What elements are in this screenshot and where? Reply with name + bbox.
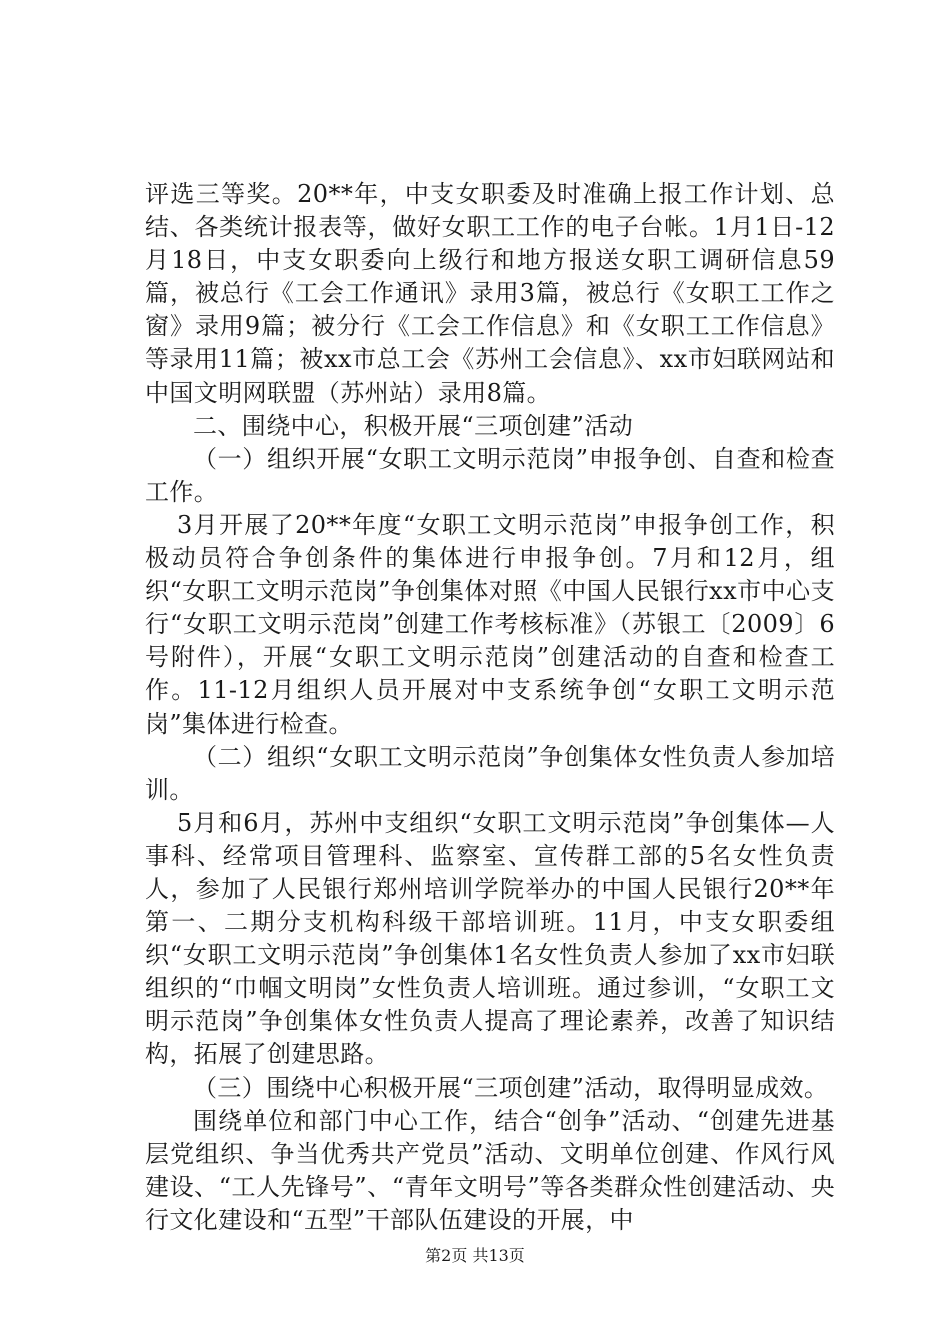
paragraph-4: 围绕单位和部门中心工作，结合“创争”活动、“创建先进基层党组织、争当优秀共产党员”活动、文明单位创建、作风行风建设、“工人先锋号”、“青年文明号”等各类群众性创建活动、央行文化建设和“五型”干部队伍建设的开展，中 <box>145 1106 835 1234</box>
paragraph-1: 评选三等奖。20**年，中支女职委及时准确上报工作计划、总结、各类统计报表等，做好女职工工作的电子台帐。1月1日-12月18日，中支女职委向上级行和地方报送女职工调研信息59篇，被总行《工会工作通讯》录用3篇，被总行《女职工工作之窗》录用9篇；被分行《工会工作信息》和《女职工工作信息》等录用11篇；被xx市总工会《苏州工会信息》、xx市妇联网站和中国文明网联盟（苏州站）录用8篇。 <box>145 180 835 407</box>
page-footer: 第2页 共13页 <box>425 1246 525 1265</box>
subsection-heading-2: （二）组织“女职工文明示范岗”争创集体女性负责人参加培训。 <box>145 742 835 804</box>
subsection-heading-3: （三）围绕中心积极开展“三项创建”活动，取得明显成效。 <box>193 1073 829 1102</box>
subsection-heading-1: （一）组织开展“女职工文明示范岗”申报争创、自查和检查工作。 <box>145 444 835 506</box>
paragraph-3: 5月和6月，苏州中支组织“女职工文明示范岗”争创集体—人事科、经常项目管理科、监察室、宣传群工部的5名女性负责人，参加了人民银行郑州培训学院举办的中国人民银行20**年第一、二期分支机构科级干部培训班。11月，中支女职委组织“女职工文明示范岗”争创集体1名女性负责人参加了xx市妇联组织的“巾帼文明岗”女性负责人培训班。通过参训，“女职工文明示范岗”争创集体女性负责人提高了理论素养，改善了知识结构，拓展了创建思路。 <box>145 808 835 1069</box>
document-body <box>145 178 835 1237</box>
section-heading-2: 二、围绕中心，积极开展“三项创建”活动 <box>193 411 634 440</box>
paragraph-2: 3月开展了20**年度“女职工文明示范岗”申报争创工作，积极动员符合争创条件的集体进行申报争创。7月和12月，组织“女职工文明示范岗”争创集体对照《中国人民银行xx市中心支行“女职工文明示范岗”创建工作考核标准》（苏银工〔2009〕6号附件），开展“女职工文明示范岗”创建活动的自查和检查工作。11-12月组织人员开展对中支系统争创“女职工文明示范岗”集体进行检查。 <box>145 510 835 738</box>
